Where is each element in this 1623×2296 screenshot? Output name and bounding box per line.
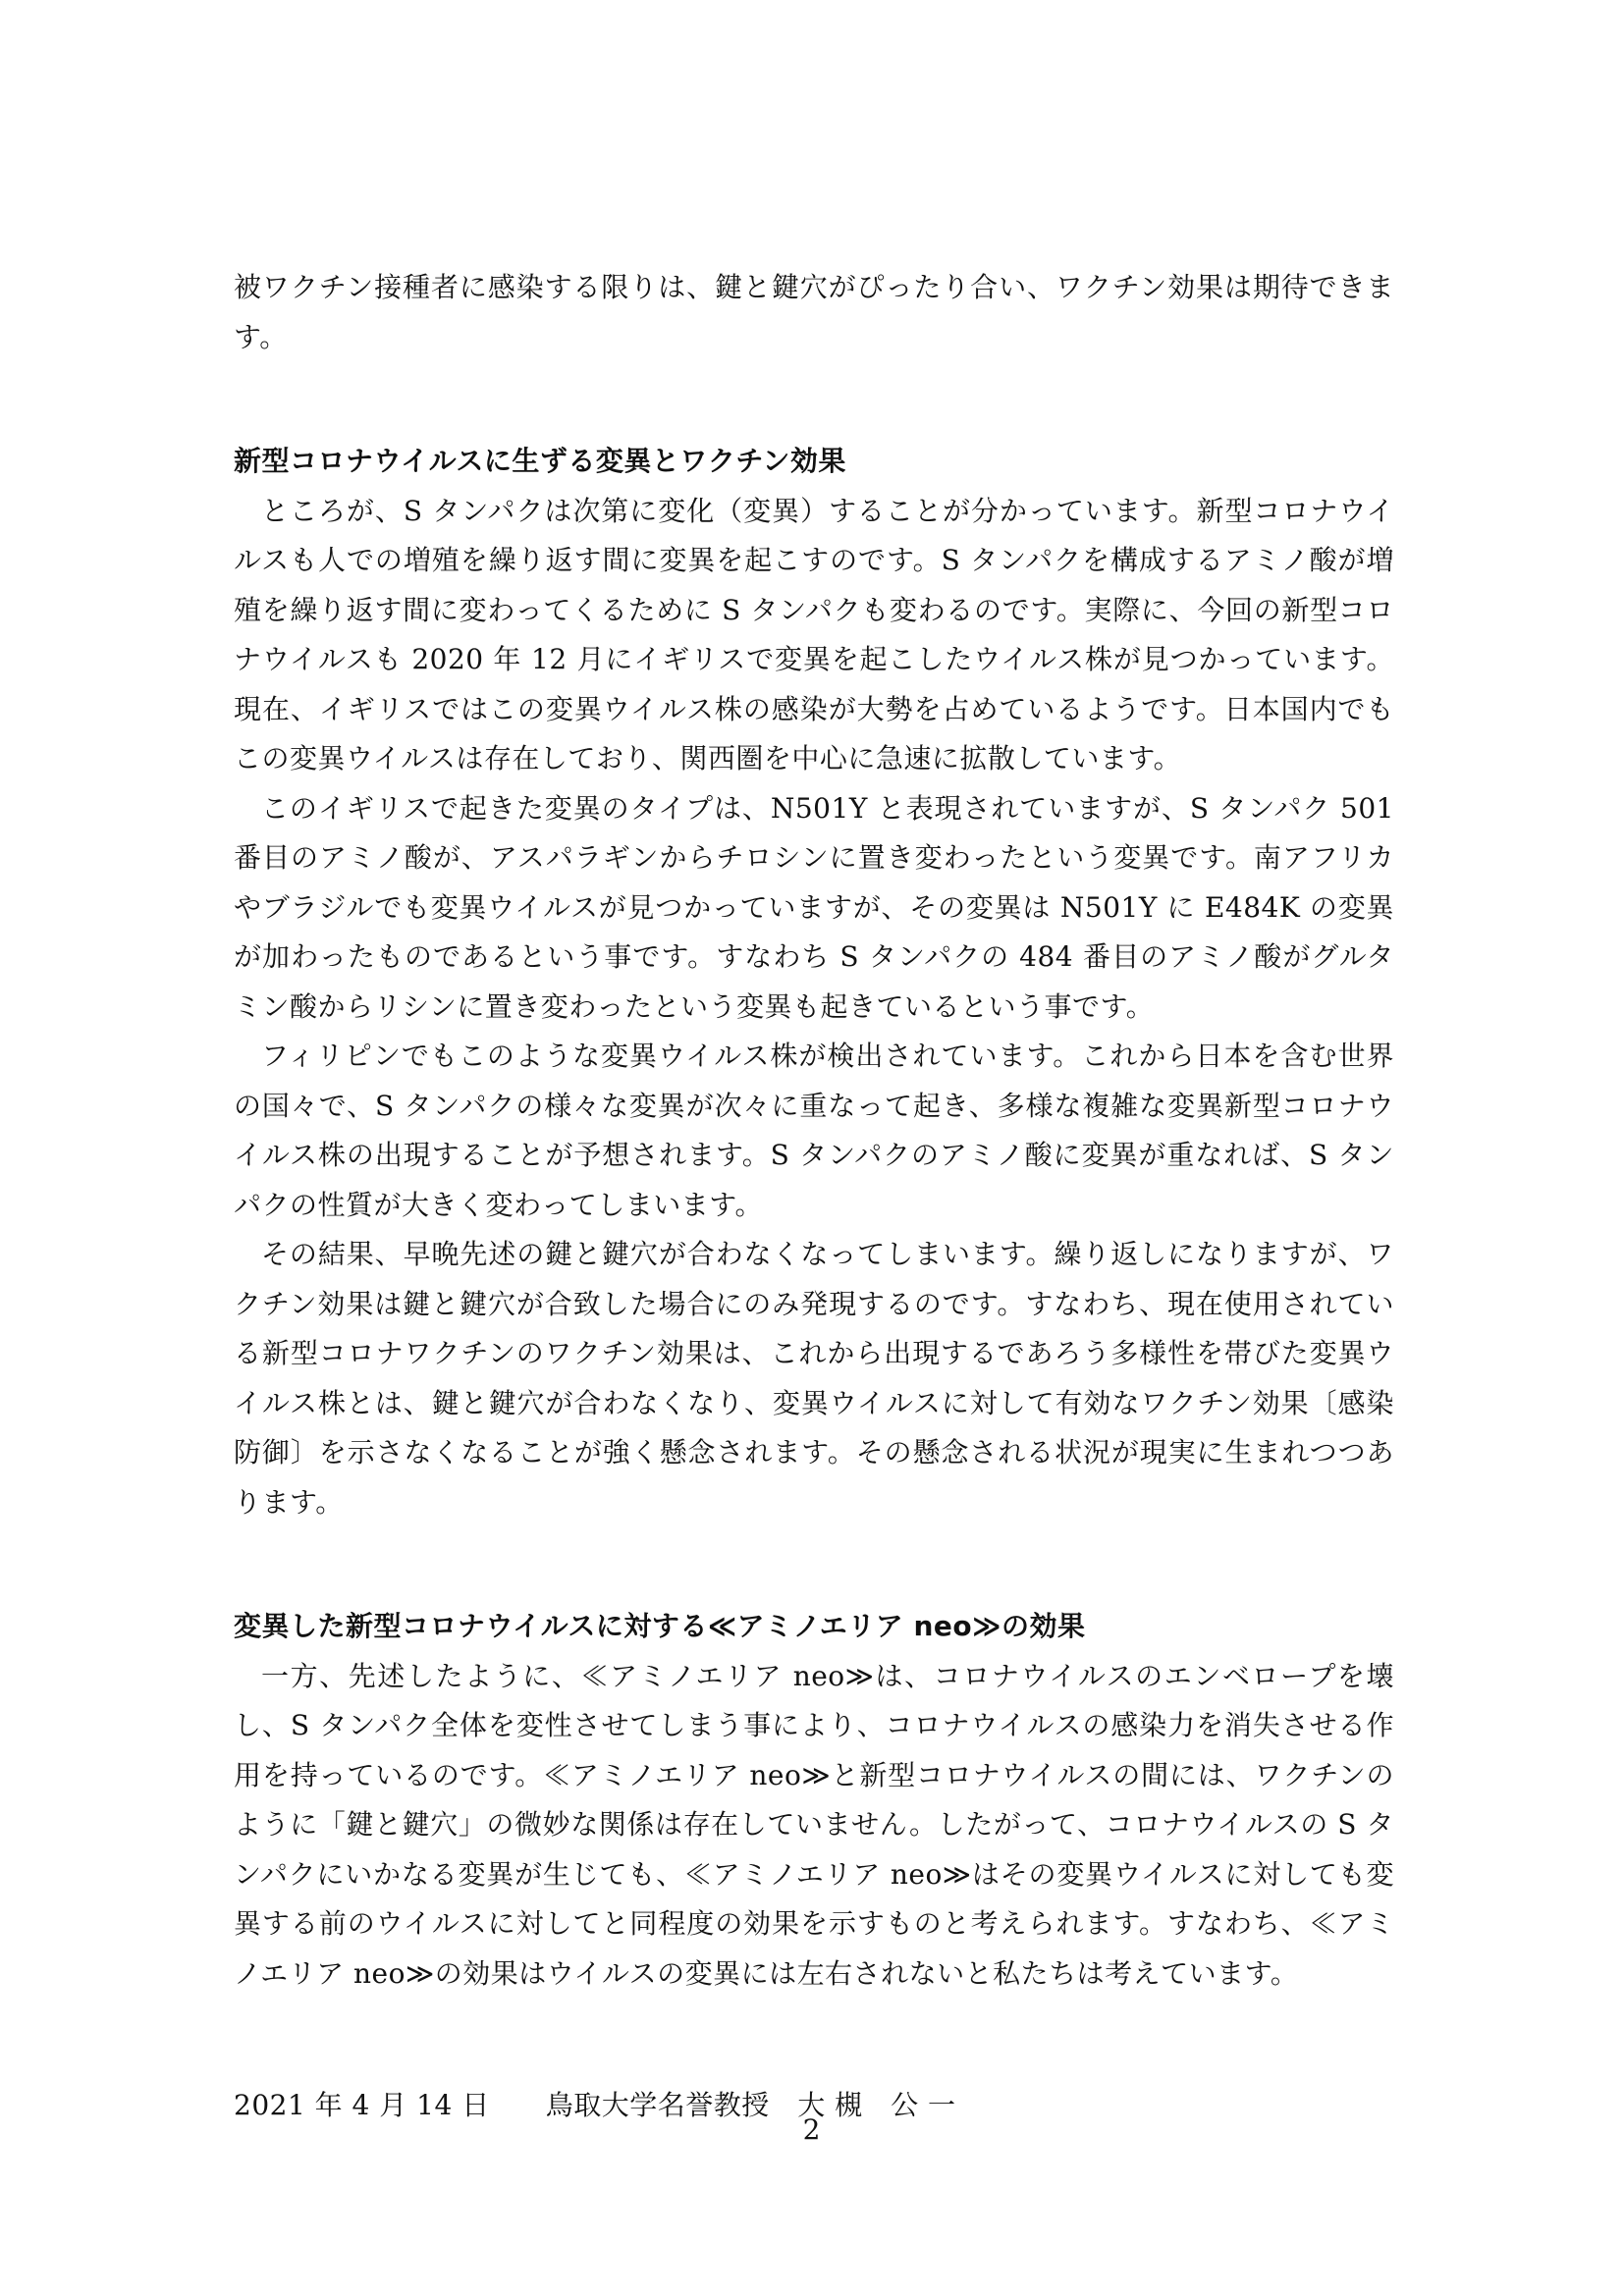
spacer [234, 362, 1394, 437]
section-title-aminoeria-effect: 変異した新型コロナウイルスに対する≪アミノエリア neo≫の効果 [234, 1610, 1086, 1642]
document-body [234, 263, 1394, 2131]
page-number: 2 [802, 2113, 821, 2146]
paragraph: フィリピンでもこのような変異ウイルス株が検出されています。これから日本を含む世界の国々で、S タンパクの様々な変異が次々に重なって起き、多様な複雑な変異新型コロナウイルス株の出現することが予想されます。S タンパクのアミノ酸に変異が重なれば、S タンパクの性質が大きく変わってしまいます。 [234, 1040, 1394, 1221]
spacer [234, 1999, 1394, 2081]
spacer [234, 1527, 1394, 1602]
paragraph: 一方、先述したように、≪アミノエリア neo≫は、コロナウイルスのエンベロープを壊し、S タンパク全体を変性させてしまう事により、コロナウイルスの感染力を消失させる作用を持っているのです。≪アミノエリア neo≫と新型コロナウイルスの間には、ワクチンのように「鍵と鍵穴」の微妙な関係は存在していません。したがって、コロナウイルスの S タンパクにいかなる変異が生じても、≪アミノエリア neo≫はその変異ウイルスに対しても変異する前のウイルスに対してと同程度の効果を示すものと考えられます。すなわち、≪アミノエリア neo≫の効果はウイルスの変異には左右されないと私たちは考えています。 [234, 1659, 1394, 1990]
section-title-mutation-vaccine: 新型コロナウイルスに生ずる変異とワクチン効果 [234, 445, 846, 477]
paragraph: ところが、S タンパクは次第に変化（変異）することが分かっています。新型コロナウイルスも人での増殖を繰り返す間に変異を起こすのです。S タンパクを構成するアミノ酸が増殖を繰り返す間に変わってくるために S タンパクも変わるのです。実際に、今回の新型コロナウイルスも 2020 年 12 月にイギリスで変異を起こしたウイルス株が見つかっています。現在、イギリスではこの変異ウイルス株の感染が大勢を占めているようです。日本国内でもこの変異ウイルスは存在しており、関西圏を中心に急速に拡散しています。 [234, 494, 1394, 774]
date-and-author: 2021 年 4 月 14 日 鳥取大学名誉教授 大 槻 公 一 [234, 2089, 956, 2121]
paragraph: その結果、早晩先述の鍵と鍵穴が合わなくなってしまいます。繰り返しになりますが、ワクチン効果は鍵と鍵穴が合致した場合にのみ発現するのです。すなわち、現在使用されている新型コロナワクチンのワクチン効果は、これから出現するであろう多様性を帯びた変異ウイルス株とは、鍵と鍵穴が合わなくなり、変異ウイルスに対して有効なワクチン効果〔感染防御〕を示さなくなることが強く懸念されます。その懸念される状況が現実に生まれつつあります。 [234, 1238, 1394, 1519]
paragraph: このイギリスで起きた変異のタイプは、N501Y と表現されていますが、S タンパク 501 番目のアミノ酸が、アスパラギンからチロシンに置き変わったという変異です。南アフリカやブラジルでも変異ウイルスが見つかっていますが、その変異は N501Y に E484K の変異が加わったものであるという事です。すなわち S タンパクの 484 番目のアミノ酸がグルタミン酸からリシンに置き変わったという変異も起きているという事です。 [234, 791, 1394, 1023]
intro-paragraph: 被ワクチン接種者に感染する限りは、鍵と鍵穴がぴったり合い、ワクチン効果は期待できます。 [234, 271, 1394, 353]
